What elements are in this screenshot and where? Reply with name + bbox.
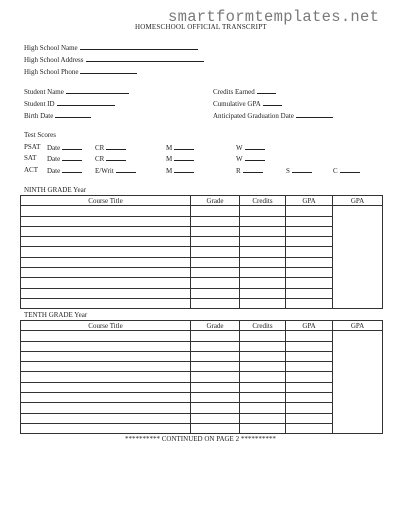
credits-earned-field[interactable] (257, 87, 276, 94)
grade-cell[interactable] (191, 423, 240, 433)
course-row (21, 278, 383, 288)
credits-cell[interactable] (240, 257, 286, 267)
course-row (21, 268, 383, 278)
student-id-row (24, 99, 115, 108)
gpa-2-cell (333, 206, 383, 216)
psat-date-label: Date (47, 144, 61, 152)
credits-cell[interactable] (240, 362, 286, 372)
graduation-date-field[interactable] (296, 111, 333, 118)
grade-cell[interactable] (191, 226, 240, 236)
act-m (166, 166, 194, 175)
psat-m-label: M (166, 144, 173, 152)
act-ewrit-label: E/Writ (95, 167, 114, 175)
school-name-label: High School Name (24, 44, 78, 52)
act-s-label: S (286, 167, 290, 175)
course-row (21, 247, 383, 257)
ninth-grade-rows (21, 206, 383, 309)
credits-cell[interactable] (240, 237, 286, 247)
psat-cr (95, 143, 126, 152)
act-date-field[interactable] (62, 166, 82, 173)
psat-m-field[interactable] (174, 143, 194, 150)
course-title-cell[interactable] (21, 351, 191, 361)
school-phone-label: High School Phone (24, 68, 79, 76)
credits-cell[interactable] (240, 216, 286, 226)
gpa-2-cell (333, 393, 383, 403)
course-row (21, 362, 383, 372)
ninth-grade-heading: NINTH GRADE Year (24, 186, 87, 194)
sat-date (47, 154, 82, 163)
credits-cell[interactable] (240, 351, 286, 361)
grade-cell[interactable] (191, 382, 240, 392)
col-gpa: GPA (286, 196, 333, 206)
school-address-label: High School Address (24, 56, 84, 64)
sat-label: SAT (24, 154, 37, 162)
student-name-row (24, 87, 129, 96)
course-title-cell[interactable] (21, 382, 191, 392)
psat-w (236, 143, 265, 152)
gpa-cell[interactable] (286, 403, 333, 413)
cumulative-gpa-field[interactable] (263, 99, 282, 106)
birth-date-label: Birth Date (24, 112, 54, 120)
birth-date-field[interactable] (55, 111, 91, 118)
grade-cell[interactable] (191, 341, 240, 351)
gpa-2-cell (333, 403, 383, 413)
col-course-title: Course Title (21, 321, 191, 331)
credits-cell[interactable] (240, 298, 286, 308)
grade-cell[interactable] (191, 351, 240, 361)
course-title-cell[interactable] (21, 413, 191, 423)
course-title-cell[interactable] (21, 423, 191, 433)
gpa-2-cell (333, 423, 383, 433)
sat-date-label: Date (47, 155, 61, 163)
course-title-cell[interactable] (21, 257, 191, 267)
credits-cell[interactable] (240, 247, 286, 257)
gpa-2-cell (333, 351, 383, 361)
continued-footer: ********** CONTINUED ON PAGE 2 ********** (125, 435, 276, 443)
gpa-2-cell (333, 288, 383, 298)
act-r (236, 166, 263, 175)
course-row (21, 403, 383, 413)
act-date-label: Date (47, 167, 61, 175)
credits-cell[interactable] (240, 413, 286, 423)
sat-w (236, 154, 265, 163)
act-s (286, 166, 312, 175)
school-name-row (24, 43, 198, 52)
gpa-2-cell (333, 382, 383, 392)
course-row (21, 331, 383, 341)
psat-cr-label: CR (95, 144, 105, 152)
gpa-2-cell (333, 331, 383, 341)
col-grade: Grade (191, 196, 240, 206)
school-address-row (24, 55, 204, 64)
psat-date-field[interactable] (62, 143, 82, 150)
gpa-2-cell (333, 413, 383, 423)
course-title-cell[interactable] (21, 247, 191, 257)
act-c (333, 166, 360, 175)
act-m-field[interactable] (174, 166, 194, 173)
gpa-2-cell (333, 247, 383, 257)
gpa-cell[interactable] (286, 413, 333, 423)
cumulative-gpa-label: Cumulative GPA (213, 100, 261, 108)
gpa-cell[interactable] (286, 257, 333, 267)
course-row (21, 393, 383, 403)
course-title-cell[interactable] (21, 331, 191, 341)
gpa-2-cell (333, 362, 383, 372)
gpa-cell[interactable] (286, 341, 333, 351)
school-address-field[interactable] (86, 55, 204, 62)
grade-cell[interactable] (191, 403, 240, 413)
birth-date-row (24, 111, 91, 120)
sat-m-field[interactable] (174, 154, 194, 161)
credits-cell[interactable] (240, 268, 286, 278)
course-title-cell[interactable] (21, 372, 191, 382)
gpa-cell[interactable] (286, 372, 333, 382)
ninth-grade-table (20, 195, 383, 309)
credits-earned-label: Credits Earned (213, 88, 255, 96)
psat-label: PSAT (24, 143, 41, 151)
gpa-cell[interactable] (286, 237, 333, 247)
student-id-field[interactable] (57, 99, 115, 106)
course-title-cell[interactable] (21, 393, 191, 403)
gpa-2-cell (333, 372, 383, 382)
act-label: ACT (24, 166, 38, 174)
gpa-cell[interactable] (286, 278, 333, 288)
grade-cell[interactable] (191, 278, 240, 288)
act-c-label: C (333, 167, 338, 175)
tenth-grade-heading: TENTH GRADE Year (24, 311, 88, 319)
course-row (21, 423, 383, 433)
sat-cr-label: CR (95, 155, 105, 163)
school-phone-field[interactable] (80, 67, 137, 74)
grade-cell[interactable] (191, 393, 240, 403)
act-s-field[interactable] (292, 166, 312, 173)
gpa-cell[interactable] (286, 382, 333, 392)
col-credits: Credits (240, 321, 286, 331)
page-title: HOMESCHOOL OFFICIAL TRANSCRIPT (135, 23, 267, 31)
gpa-2-cell (333, 341, 383, 351)
grade-cell[interactable] (191, 268, 240, 278)
sat-cr (95, 154, 126, 163)
gpa-cell[interactable] (286, 362, 333, 372)
credits-cell[interactable] (240, 278, 286, 288)
grade-cell[interactable] (191, 413, 240, 423)
course-title-cell[interactable] (21, 341, 191, 351)
credits-cell[interactable] (240, 341, 286, 351)
credits-cell[interactable] (240, 331, 286, 341)
psat-cr-field[interactable] (106, 143, 126, 150)
school-name-field[interactable] (80, 43, 198, 50)
course-row (21, 216, 383, 226)
course-title-cell[interactable] (21, 362, 191, 372)
grade-cell[interactable] (191, 257, 240, 267)
course-title-cell[interactable] (21, 278, 191, 288)
gpa-cell[interactable] (286, 298, 333, 308)
act-c-field[interactable] (340, 166, 360, 173)
col-grade: Grade (191, 321, 240, 331)
gpa-cell[interactable] (286, 268, 333, 278)
course-row (21, 288, 383, 298)
gpa-2-cell (333, 298, 383, 308)
gpa-2-cell (333, 257, 383, 267)
test-scores-heading: Test Scores (24, 131, 56, 139)
course-title-cell[interactable] (21, 298, 191, 308)
course-row (21, 257, 383, 267)
sat-m-label: M (166, 155, 173, 163)
grade-cell[interactable] (191, 288, 240, 298)
grade-cell[interactable] (191, 362, 240, 372)
grade-cell[interactable] (191, 237, 240, 247)
gpa-cell[interactable] (286, 331, 333, 341)
gpa-2-cell (333, 226, 383, 236)
grade-cell[interactable] (191, 247, 240, 257)
gpa-cell[interactable] (286, 423, 333, 433)
course-title-cell[interactable] (21, 288, 191, 298)
course-title-cell[interactable] (21, 206, 191, 216)
credits-cell[interactable] (240, 288, 286, 298)
psat-m (166, 143, 194, 152)
graduation-date-row (213, 111, 333, 120)
act-r-label: R (236, 167, 241, 175)
course-title-cell[interactable] (21, 237, 191, 247)
psat-w-label: W (236, 144, 243, 152)
sat-w-field[interactable] (245, 154, 265, 161)
credits-cell[interactable] (240, 403, 286, 413)
gpa-2-cell (333, 216, 383, 226)
credits-cell[interactable] (240, 206, 286, 216)
course-title-cell[interactable] (21, 403, 191, 413)
course-row (21, 206, 383, 216)
gpa-2-cell (333, 237, 383, 247)
act-m-label: M (166, 167, 173, 175)
credits-cell[interactable] (240, 372, 286, 382)
course-title-cell[interactable] (21, 268, 191, 278)
school-phone-row (24, 67, 137, 76)
credits-cell[interactable] (240, 393, 286, 403)
course-row (21, 237, 383, 247)
cumulative-gpa-row (213, 99, 282, 108)
graduation-date-label: Anticipated Graduation Date (213, 112, 294, 120)
col-gpa-2: GPA (333, 196, 383, 206)
col-credits: Credits (240, 196, 286, 206)
gpa-cell[interactable] (286, 393, 333, 403)
credits-earned-row (213, 87, 276, 96)
grade-cell[interactable] (191, 298, 240, 308)
course-title-cell[interactable] (21, 226, 191, 236)
gpa-cell[interactable] (286, 351, 333, 361)
course-row (21, 413, 383, 423)
gpa-cell[interactable] (286, 226, 333, 236)
tenth-grade-rows (21, 331, 383, 434)
sat-m (166, 154, 194, 163)
course-row (21, 226, 383, 236)
student-name-field[interactable] (66, 87, 129, 94)
grade-cell[interactable] (191, 372, 240, 382)
psat-w-field[interactable] (245, 143, 265, 150)
gpa-2-cell (333, 268, 383, 278)
sat-date-field[interactable] (62, 154, 82, 161)
course-row (21, 382, 383, 392)
col-gpa-2: GPA (333, 321, 383, 331)
gpa-cell[interactable] (286, 206, 333, 216)
col-course-title: Course Title (21, 196, 191, 206)
gpa-cell[interactable] (286, 216, 333, 226)
sat-w-label: W (236, 155, 243, 163)
grade-cell[interactable] (191, 216, 240, 226)
credits-cell[interactable] (240, 382, 286, 392)
act-ewrit (95, 166, 136, 175)
grade-cell[interactable] (191, 331, 240, 341)
act-ewrit-field[interactable] (116, 166, 136, 173)
gpa-cell[interactable] (286, 247, 333, 257)
course-row (21, 341, 383, 351)
course-row (21, 372, 383, 382)
student-name-label: Student Name (24, 88, 64, 96)
col-gpa: GPA (286, 321, 333, 331)
course-title-cell[interactable] (21, 216, 191, 226)
grade-cell[interactable] (191, 206, 240, 216)
course-row (21, 351, 383, 361)
student-id-label: Student ID (24, 100, 55, 108)
watermark-brand: smartformtemplates.net (168, 8, 380, 26)
act-date (47, 166, 82, 175)
course-row (21, 298, 383, 308)
act-r-field[interactable] (243, 166, 263, 173)
credits-cell[interactable] (240, 423, 286, 433)
credits-cell[interactable] (240, 226, 286, 236)
gpa-2-cell (333, 278, 383, 288)
tenth-grade-table (20, 320, 383, 434)
psat-date (47, 143, 82, 152)
sat-cr-field[interactable] (106, 154, 126, 161)
gpa-cell[interactable] (286, 288, 333, 298)
